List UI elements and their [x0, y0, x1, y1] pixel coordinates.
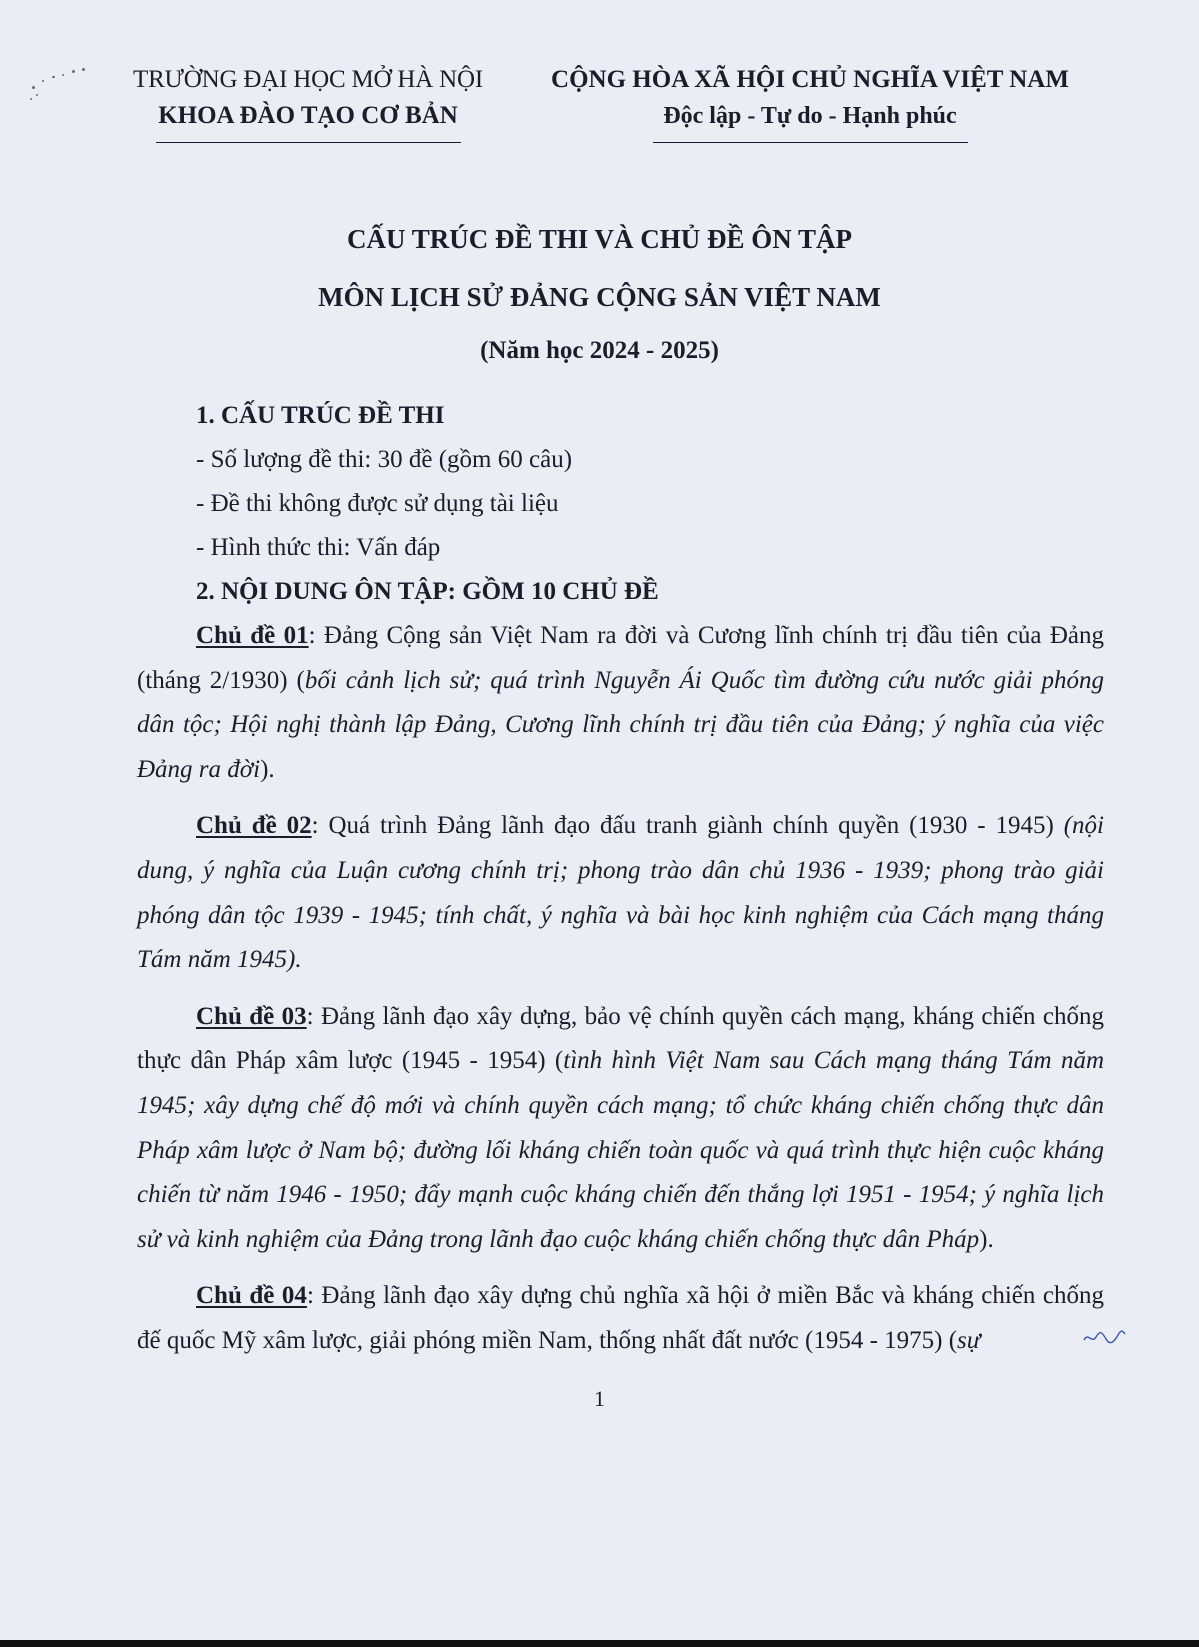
national-header [540, 62, 1080, 143]
document-body [137, 394, 1104, 1376]
section-2-heading: 2. NỘI DUNG ÔN TẬP: GỒM 10 CHỦ ĐỀ [196, 578, 659, 605]
topic-tail: ). [979, 1225, 994, 1253]
document-title [0, 210, 1199, 374]
topic-details: sự [957, 1326, 981, 1354]
topic-label: Chủ đề 01 [196, 622, 309, 649]
list-item: - Đề thi không được sử dụng tài liệu [196, 490, 559, 517]
topic-text: : Quá trình Đảng lãnh đạo đấu tranh giành chính quyền (1930 - 1945) [311, 812, 1064, 840]
topic-details: bối cảnh lịch sử; quá trình Nguyễn Ái Quốc tìm đường cứu nước giải phóng dân tộc; Hội nghị thành lập Đảng, Cương lĩnh chính trị đầu tiên của Đảng; ý nghĩa của việc Đảng ra đời [137, 666, 1104, 783]
topic-details: (nội dung, ý nghĩa của Luận cương chính trị; phong trào dân chủ 1936 - 1939; phong trào giải phóng dân tộc 1939 - 1945; tính chất, ý nghĩa và bài học kinh nghiệm của Cách mạng tháng Tám năm 1945). [137, 812, 1104, 974]
topic-tail: ). [260, 755, 275, 783]
country-name: CỘNG HÒA XÃ HỘI CHỦ NGHĨA VIỆT NAM [551, 66, 1069, 93]
topic-label: Chủ đề 03 [196, 1002, 307, 1030]
section-1-heading: 1. CẤU TRÚC ĐỀ THI [196, 402, 445, 429]
topic-text: : Đảng Cộng sản Việt Nam ra đời và Cương lĩnh chính trị đầu tiên của Đảng (tháng 2/1930) ( [137, 622, 1104, 694]
topic-text: : Đảng lãnh đạo xây dựng chủ nghĩa xã hội ở miền Bắc và kháng chiến chống đế quốc Mỹ xâm lược, giải phóng miền Nam, thống nhất đất nước (1954 - 1975) ( [137, 1282, 1104, 1354]
topic-label: Chủ đề 04 [196, 1282, 307, 1310]
page-number: 1 [594, 1386, 605, 1411]
topic-label: Chủ đề 02 [196, 812, 312, 840]
header-left-underline [156, 142, 461, 143]
pen-scribble-mark [1082, 1326, 1126, 1346]
topic-04 [137, 1274, 1104, 1363]
topic-text: : Đảng lãnh đạo xây dựng, bảo vệ chính quyền cách mạng, kháng chiến chống thực dân Pháp xâm lược (1945 - 1954) ( [137, 1002, 1104, 1075]
scan-bottom-edge [0, 1640, 1199, 1647]
header-right-underline [653, 142, 968, 143]
academic-year: (Năm học 2024 - 2025) [480, 337, 719, 364]
list-item: - Hình thức thi: Vấn đáp [196, 534, 441, 561]
list-item: - Số lượng đề thi: 30 đề (gồm 60 câu) [196, 446, 573, 473]
faculty-name: KHOA ĐÀO TẠO CƠ BẢN [158, 102, 458, 129]
scan-speck-marks [28, 66, 98, 100]
national-motto: Độc lập - Tự do - Hạnh phúc [663, 103, 957, 129]
title-line-1: CẤU TRÚC ĐỀ THI VÀ CHỦ ĐỀ ÔN TẬP [346, 224, 853, 254]
topic-03 [137, 995, 1104, 1263]
topic-01 [137, 614, 1104, 792]
topic-details: tình hình Việt Nam sau Cách mạng tháng Tám năm 1945; xây dựng chế độ mới và chính quyền cách mạng; tổ chức kháng chiến chống thực dân Pháp xâm lược ở Nam bộ; đường lối kháng chiến toàn quốc và quá trình thực hiện cuộc kháng chiến từ năm 1946 - 1950; đẩy mạnh cuộc kháng chiến đến thắng lợi 1951 - 1954; ý nghĩa lịch sử và kinh nghiệm của Đảng trong lãnh đạo cuộc kháng chiến chống thực dân Pháp [137, 1047, 1104, 1253]
topic-02 [137, 804, 1104, 982]
university-name: TRƯỜNG ĐẠI HỌC MỞ HÀ NỘI [133, 66, 483, 93]
institution-header [118, 62, 498, 143]
title-line-2: MÔN LỊCH SỬ ĐẢNG CỘNG SẢN VIỆT NAM [318, 282, 881, 312]
